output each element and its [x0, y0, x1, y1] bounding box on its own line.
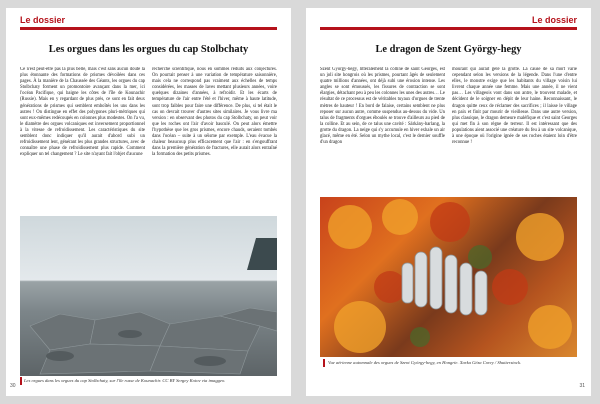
right-page	[306, 8, 591, 396]
section-header-right	[320, 14, 577, 30]
column-2-right	[452, 67, 577, 193]
left-page	[6, 8, 291, 396]
column-1-right	[320, 67, 445, 193]
column-2-left-text: recherche scientifique, nous en sommes réduits aux conjectures. On pourrait penser à une variation de température saisonnière, mais cela ne correspond pas vraiment aux échelles de temps considérées, les masses de laves mettant plusieurs années, voire quelques dizaines d'années, à refroidir. Et les écarts de température de l'air entre l'été et l'hiver, même à haute latitude, sont trop faibles pour faire une différence. De plus, si tel était le cas on devrait trouver d'autres sites similaires. Je vous livre ma version : en observant des photos du cap Stolbchaty, on peut voir que les roches ont l'air d'avoir basculé. On peut alors émettre l'hypothèse que les gros prismes, encore chauds, seraient tombés dans l'océan – suite à un séisme par exemple. L'eau évacue la chaleur beaucoup plus efficacement que l'air : en s'engouffrant dans la première génération de fractures, elle aurait alors entraîné la formation des petits prismes.	[152, 67, 277, 158]
section-header-left	[20, 14, 277, 30]
section-header-left-label: Le dossier	[20, 15, 66, 25]
photo-caption-right: Vue aérienne automnale des orgues de Szent György-hegy, en Hongrie. Xarka Géza Corey / Shutterstock.	[328, 360, 522, 365]
caption-marker-left	[20, 377, 22, 385]
text-columns-left	[20, 67, 277, 213]
basalt-pavement-graphic	[20, 216, 277, 376]
section-header-right-label: Le dossier	[531, 15, 577, 25]
photo-stolbchaty	[20, 216, 277, 376]
page-number-right: 31	[579, 383, 585, 389]
column-1-right-text: Szent György-hegy, littéralement la colline de saint Georges, est un joli site hongrois où les prismes, pourtant âgés de seulement quatre millions d'années, ont déjà subi une érosion intense. Les angles se sont émoussés, les fissures de contraction se sont élargies, détachant peu à peu les colonnes les unes des autres… Le résultat de ce processus est de véritables tuyaux d'orgues de trente mètres de hauteur ! En bord de falaise, certains semblent ne plus reposer sur aucun autre, comme suspendus au-dessus du vide. Un talus de fragments d'orgues éboulés se trouve d'ailleurs au pied de la colline. Et au sein, de ce talus une cavité : Sárkány-barlang, la grotte du dragon. La neige qui s'y accumule en hiver exhale un air glacé, même en été. Selon un mythe local, c'est le dernier souffle d'un dragon	[320, 67, 445, 146]
column-1-left	[20, 67, 145, 213]
autumn-forest-graphic	[320, 197, 577, 357]
photo-caption-left: Les orgues dans les orgues du cap Stolbchaty, sur l'île russe de Kounachir. CC BY Sergey Kotov via imaggeo.	[24, 378, 226, 383]
column-1-left-text: Ce n'est peut-être pas la plus belle, mais c'est sans aucun doute la plus étonnante des formations de prismes dévoilées dans ces pages. À la manière de la Chaussée des Géants, les orgues du cap Stolbchaty forment un promontoire avançant dans la mer, ici l'océan Pacifique, qui baigne les côtes de l'île de Kounachir (Russie). Mais en y regardant de plus près, ce sont en fait deux générations de prismes qui semblent emboîtés les uns dans les autres ! On distingue en effet des polygones pluri-métriques qui sont eux-mêmes redécoupés en colonnes plus modestes. On l'a vu, le diamètre des orgues volcaniques est inversement proportionnel à la vitesse de refroidissement. Les caractéristiques du site semblent donc indiquer qu'il aurait d'abord subi un refroidissement lent, générant les plus grandes structures, avec de connaître une phase de refroidissement plus rapide. Comment expliquer un tel changement ? Le site n'ayant fait l'objet d'aucune	[20, 67, 145, 158]
photo-szent-gyorgy	[320, 197, 577, 357]
caption-marker-right	[323, 359, 325, 367]
column-2-left	[152, 67, 277, 213]
column-2-right-text: mourant qui aurait gelé la grotte. La cause de sa mort varie cependant selon les versions de la légende. Dans l'une d'entre elles, le monstre exige que les habitants du village voisin lui livrent chaque année une femme. Mais une année, il ne vient pas… Les villageois vont dans son antre, le trouvent malade, et décident de le soigner en dépit de leur haine. Reconnaissant, le dragon quitte ceux de réclamer des sacrifices ; il laisse le village en paix et finit par mourir de vieillesse. Dans une autre version, plus classique, le dragon demeure maléfique et c'est saint Georges qui met fin à son règne de terreur. Il est intéressant que des populations aient associé une créature du feu à un site volcanique, à une époque où l'origine ignée de ses roches étaient loin d'être reconnue !	[452, 67, 577, 146]
text-columns-right	[320, 67, 577, 193]
page-number-left: 30	[10, 383, 16, 389]
article-title-right: Le dragon de Szent György-hegy	[375, 44, 522, 55]
article-title-left: Les orgues dans les orgues du cap Stolbchaty	[48, 44, 249, 55]
